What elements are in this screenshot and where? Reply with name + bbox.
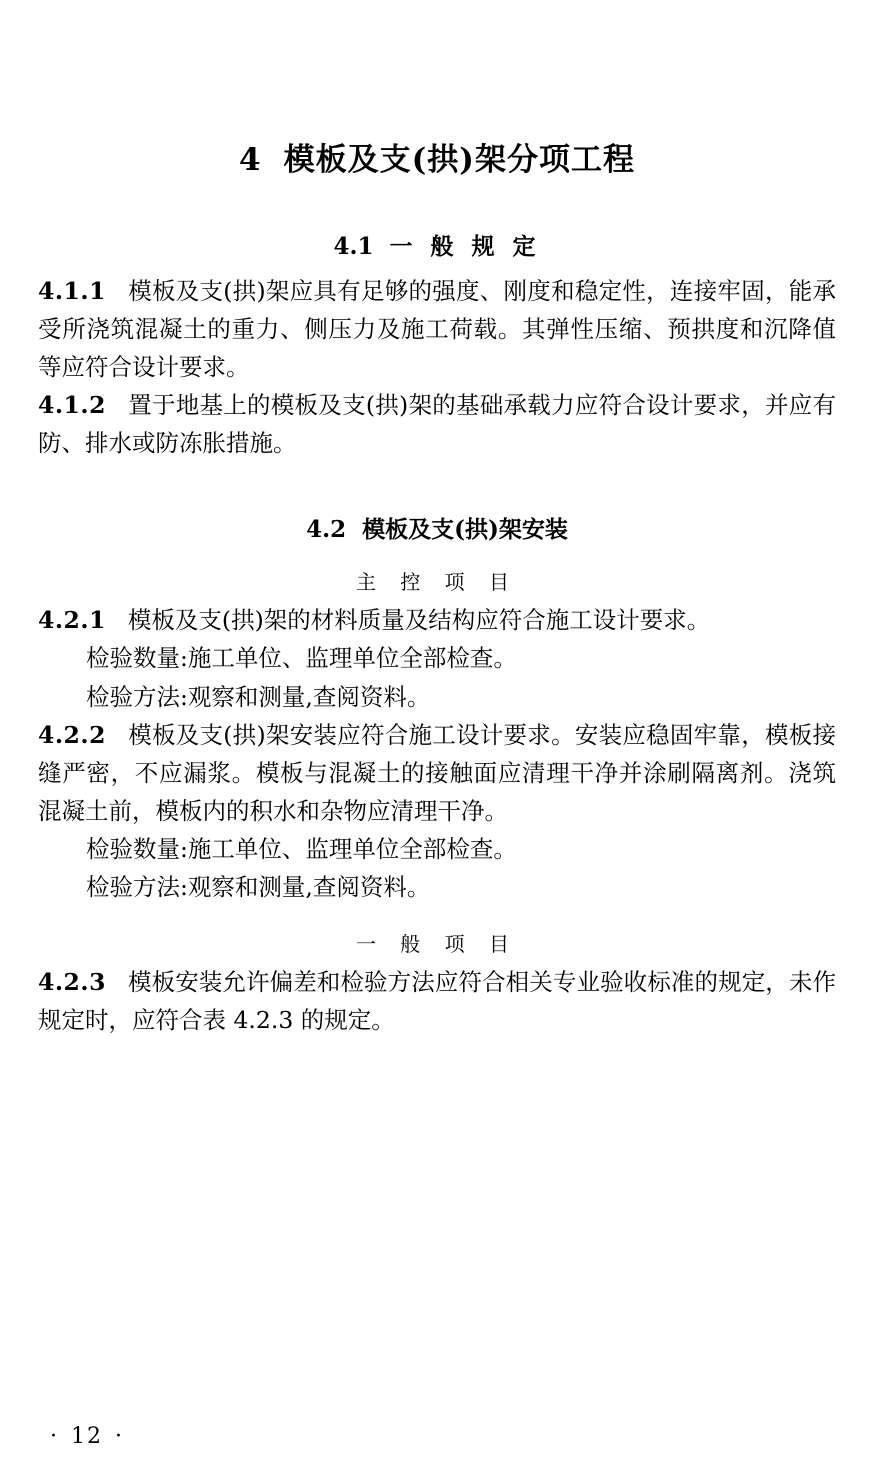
chapter-number: 4: [239, 142, 262, 178]
footer-dot-right: ·: [115, 1424, 124, 1449]
clause-label-4-2-2: 4.2.2: [38, 720, 106, 749]
document-page: [0, 140, 874, 1483]
chapter-title-text: 模板及支(拱)架分项工程: [283, 142, 635, 178]
clause-4-1-2: [38, 386, 836, 462]
section-number-4-2: 4.2: [306, 515, 347, 543]
section-heading-4-1: [38, 232, 836, 262]
clause-4-2-1: [38, 601, 836, 639]
section-title-4-2: 模板及支(拱)架安装: [362, 515, 568, 543]
page-number: 12: [71, 1424, 103, 1449]
clause-label-4-1-1: 4.1.1: [38, 277, 106, 306]
clause-label-4-2-3: 4.2.3: [38, 967, 106, 996]
clause-4-2-1-check-method: 检验方法:观察和测量,查阅资料。: [86, 682, 431, 711]
clause-4-1-1: [38, 272, 836, 386]
clause-4-2-2: [38, 716, 836, 830]
clause-text-4-2-2: 模板及支(拱)架安装应符合施工设计要求。安装应稳固牢靠，模板接缝严密，不应漏浆。模板与混凝土的接触面应清理干净并涂刷隔离剂。浇筑混凝土前，模板内的积水和杂物应清理干净。: [38, 720, 836, 825]
page-footer: [38, 1424, 136, 1449]
section-title-4-1: 一 般 规 定: [389, 233, 541, 261]
section-heading-4-2: [38, 515, 836, 545]
clause-4-2-3: [38, 963, 836, 1039]
clause-text-4-2-3: 模板安装允许偏差和检验方法应符合相关专业验收标准的规定，未作规定时，应符合表 4.2.3 的规定。: [38, 967, 836, 1034]
clause-4-2-2-check-method: 检验方法:观察和测量,查阅资料。: [86, 872, 431, 901]
chapter-heading: [38, 140, 836, 180]
subhead-main-control: 主 控 项 目: [355, 570, 519, 595]
subhead-general: 一 般 项 目: [355, 931, 519, 956]
clause-4-2-1-check-quantity: 检验数量:施工单位、监理单位全部检查。: [86, 644, 517, 673]
clause-text-4-1-1: 模板及支(拱)架应具有足够的强度、刚度和稳定性，连接牢固，能承受所浇筑混凝土的重力、侧压力及施工荷载。其弹性压缩、预拱度和沉降值等应符合设计要求。: [38, 277, 836, 382]
clause-label-4-2-1: 4.2.1: [38, 606, 106, 635]
clause-label-4-1-2: 4.1.2: [38, 391, 106, 420]
section-number-4-1: 4.1: [333, 233, 374, 261]
clause-4-2-2-check-quantity: 检验数量:施工单位、监理单位全部检查。: [86, 834, 517, 863]
clause-text-4-2-1: 模板及支(拱)架的材料质量及结构应符合施工设计要求。: [127, 606, 711, 635]
footer-dot-left: ·: [50, 1424, 59, 1449]
clause-text-4-1-2: 置于地基上的模板及支(拱)架的基础承载力应符合设计要求，并应有防、排水或防冻胀措施。: [38, 391, 836, 458]
